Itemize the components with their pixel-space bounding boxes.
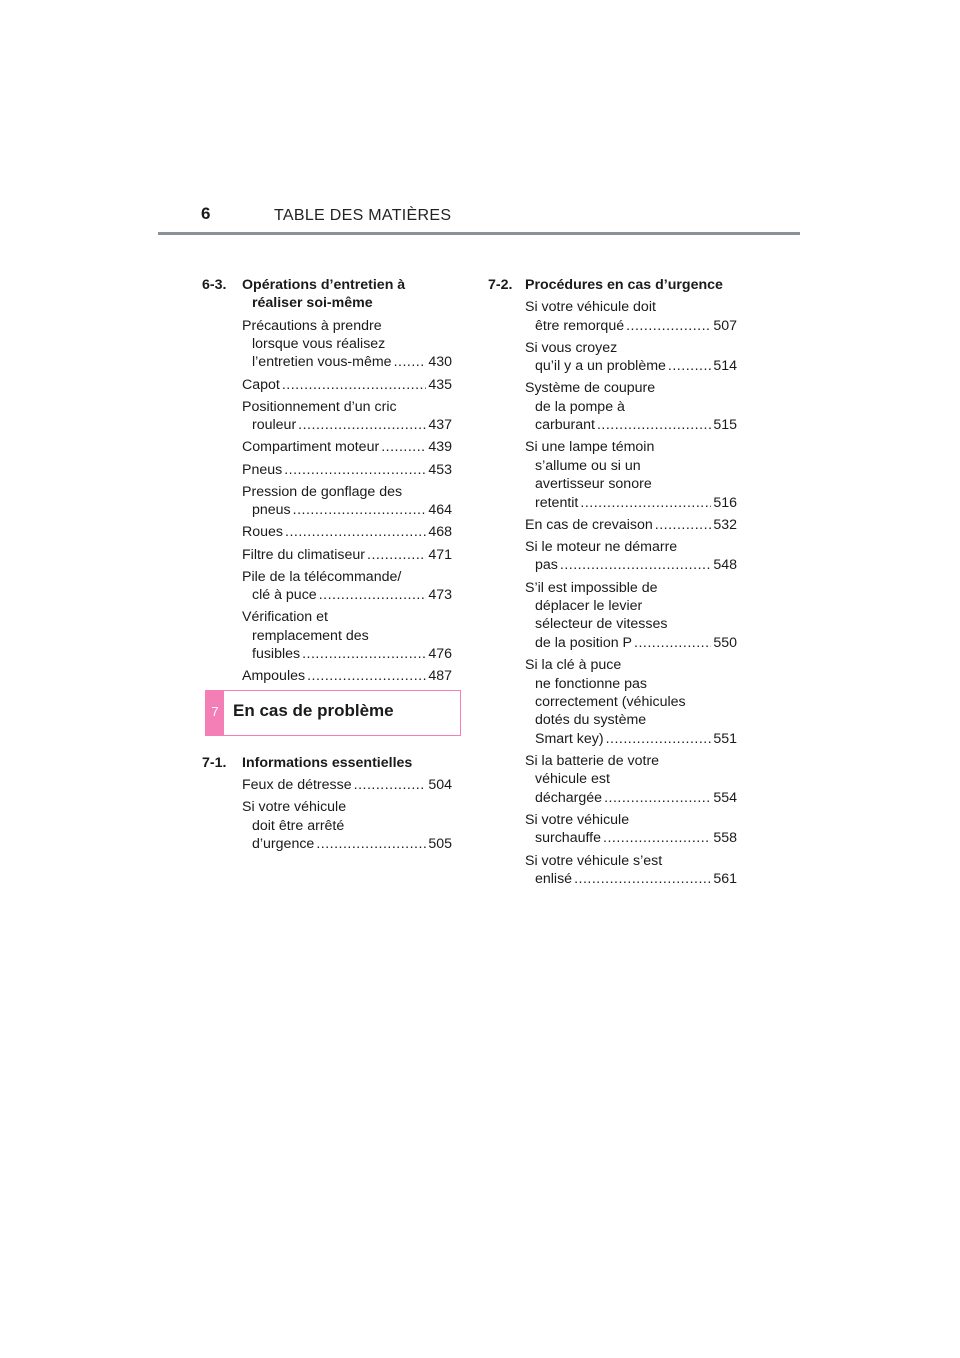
toc-right-column: [488, 276, 742, 888]
page-ref[interactable]: 514: [713, 358, 737, 375]
toc-entry-text: Filtre du climatiseur: [242, 546, 365, 563]
toc-entry[interactable]: [242, 376, 452, 394]
dot-leader: [298, 416, 426, 434]
toc-entry[interactable]: [525, 379, 737, 434]
section-title-line: Opérations d’entretien à: [242, 277, 406, 293]
toc-entry-text: Feux de détresse: [242, 777, 352, 794]
toc-entry-last-line: [525, 789, 737, 807]
page-ref[interactable]: 473: [428, 587, 452, 604]
toc-entry-text: qu’il y a un problème: [535, 358, 666, 375]
toc-entry-last-line: [525, 634, 737, 652]
toc-entry-line: s’allume ou si un: [535, 457, 641, 474]
page-ref[interactable]: 558: [713, 830, 737, 847]
page-ref[interactable]: 430: [428, 354, 452, 371]
toc-entry-line: correctement (véhicules: [535, 693, 686, 710]
toc-section-6-3: [202, 276, 460, 686]
toc-entry[interactable]: [242, 317, 452, 372]
toc-entry-text: clé à puce: [252, 587, 317, 604]
toc-entry-last-line: [242, 416, 452, 434]
section-title-line: Informations essentielles: [242, 755, 413, 771]
toc-entry-line: doit être arrêté: [252, 817, 345, 834]
toc-entry[interactable]: [525, 298, 737, 335]
page-ref[interactable]: 435: [428, 376, 452, 393]
header-rule: [158, 232, 800, 235]
toc-entry-line: Si votre véhicule: [242, 799, 347, 816]
dot-leader: [319, 586, 427, 604]
toc-entry-last-line: [525, 516, 737, 534]
toc-entry-text: pneus: [252, 502, 291, 519]
toc-entry-line: Si votre véhicule s’est: [525, 852, 663, 869]
toc-left-column: [202, 276, 460, 686]
page-ref[interactable]: 551: [713, 730, 737, 747]
dot-leader: [284, 461, 426, 479]
page-ref[interactable]: 515: [713, 417, 737, 434]
section-title-line: réaliser soi-même: [252, 295, 373, 312]
toc-entry-last-line: [242, 438, 452, 456]
toc-entry-line: véhicule est: [535, 771, 610, 788]
page-ref[interactable]: 516: [713, 494, 737, 511]
toc-entry-line: Vérification et: [242, 609, 328, 626]
dot-leader: [604, 789, 711, 807]
toc-entry[interactable]: [525, 339, 737, 376]
toc-entry[interactable]: [242, 523, 452, 541]
dot-leader: [668, 357, 711, 375]
page-header-title: TABLE DES MATIÈRES: [274, 207, 452, 224]
toc-entry-line: Si une lampe témoin: [525, 439, 655, 456]
page-ref[interactable]: 550: [713, 634, 737, 651]
page-ref[interactable]: 439: [428, 439, 452, 456]
toc-entry[interactable]: [242, 776, 452, 794]
toc-entry[interactable]: [242, 438, 452, 456]
toc-entry[interactable]: [242, 483, 452, 520]
dot-leader: [603, 829, 711, 847]
toc-entry-line: Pile de la télécommande/: [242, 568, 402, 585]
toc-entry-last-line: [525, 829, 737, 847]
page-ref[interactable]: 548: [713, 557, 737, 574]
toc-entry-line: Si votre véhicule doit: [525, 299, 656, 316]
toc-entry-text: retentit: [535, 494, 579, 511]
toc-entry-last-line: [242, 667, 452, 685]
chapter-tab-number: 7: [206, 691, 224, 735]
dot-leader: [394, 353, 427, 371]
toc-entry[interactable]: [525, 438, 737, 512]
toc-entry-text: Smart key): [535, 730, 604, 747]
toc-entry-last-line: [525, 870, 737, 888]
toc-entry[interactable]: [525, 538, 737, 575]
toc-entry-text: Pneus: [242, 461, 283, 478]
toc-entry-text: Capot: [242, 376, 280, 393]
toc-entry[interactable]: [525, 811, 737, 848]
section-number: 6-3.: [202, 277, 227, 293]
page-ref[interactable]: 505: [428, 836, 452, 853]
dot-leader: [307, 667, 426, 685]
toc-entry-last-line: [525, 416, 737, 434]
page-ref[interactable]: 464: [428, 502, 452, 519]
dot-leader: [606, 730, 712, 748]
page-ref[interactable]: 561: [713, 870, 737, 887]
toc-entry-text: enlisé: [535, 870, 573, 887]
page-ref[interactable]: 507: [713, 317, 737, 334]
toc-entry-last-line: [242, 523, 452, 541]
toc-entry-text: Compartiment moteur: [242, 439, 380, 456]
toc-entry-line: remplacement des: [252, 627, 369, 644]
dot-leader: [354, 776, 427, 794]
toc-entry-last-line: [242, 835, 452, 853]
dot-leader: [626, 317, 711, 335]
toc-entry[interactable]: [525, 752, 737, 807]
toc-entry-text: de la position P: [535, 634, 633, 651]
chapter-banner[interactable]: [205, 690, 461, 736]
chapter-title: En cas de problème: [233, 701, 394, 720]
toc-entry-text: rouleur: [252, 417, 297, 434]
page-ref[interactable]: 487: [428, 668, 452, 685]
toc-left-column-lower: [202, 754, 460, 854]
toc-entry-last-line: [242, 645, 452, 663]
section-heading: [202, 276, 460, 313]
dot-leader: [316, 835, 426, 853]
toc-entry-last-line: [242, 353, 452, 371]
toc-entry-text: En cas de crevaison: [525, 516, 653, 533]
page-ref[interactable]: 468: [428, 524, 452, 541]
page-ref[interactable]: 554: [713, 789, 737, 806]
page-ref[interactable]: 504: [428, 777, 452, 794]
toc-entry-line: Pression de gonflage des: [242, 483, 403, 500]
toc-entry[interactable]: [525, 656, 737, 748]
toc-section-7-2: [488, 276, 742, 888]
toc-entry-line: Si la clé à puce: [525, 657, 622, 674]
page-ref[interactable]: 471: [428, 546, 452, 563]
toc-entry-last-line: [525, 730, 737, 748]
toc-entry-last-line: [242, 461, 452, 479]
toc-entry-line: S’il est impossible de: [525, 579, 658, 596]
dot-leader: [293, 501, 427, 519]
toc-entry-text: surchauffe: [535, 830, 601, 847]
toc-entry-text: d’urgence: [252, 836, 315, 853]
section-heading: [488, 276, 742, 294]
toc-entry[interactable]: [242, 568, 452, 605]
page-ref[interactable]: 453: [428, 461, 452, 478]
section-number: 7-2.: [488, 277, 513, 293]
toc-entry[interactable]: [242, 667, 452, 685]
toc-entry-text: être remorqué: [535, 317, 625, 334]
toc-entry-line: Positionnement d’un cric: [242, 398, 397, 415]
toc-entry-line: sélecteur de vitesses: [535, 616, 668, 633]
toc-entry[interactable]: [242, 798, 452, 853]
dot-leader: [285, 523, 426, 541]
toc-entry[interactable]: [242, 546, 452, 564]
dot-leader: [574, 870, 711, 888]
toc-entry-text: carburant: [535, 417, 595, 434]
dot-leader: [302, 645, 426, 663]
toc-entry-line: Si le moteur ne démarre: [525, 539, 678, 556]
toc-entry-text: Ampoules: [242, 668, 306, 685]
toc-section-7-1: [202, 754, 460, 854]
toc-entry[interactable]: [525, 852, 737, 889]
toc-entry-line: Si vous croyez: [525, 339, 618, 356]
toc-entry-line: déplacer le levier: [535, 598, 643, 615]
toc-entry-text: déchargée: [535, 789, 603, 806]
section-heading: [202, 754, 460, 772]
toc-entry-line: Système de coupure: [525, 380, 656, 397]
toc-entry-last-line: [242, 776, 452, 794]
toc-entry-line: dotés du système: [535, 712, 647, 729]
dot-leader: [655, 516, 712, 534]
dot-leader: [367, 546, 426, 564]
toc-entry[interactable]: [525, 579, 737, 653]
toc-entry[interactable]: [525, 516, 737, 534]
toc-entry[interactable]: [242, 461, 452, 479]
toc-entry-line: Si la batterie de votre: [525, 752, 660, 769]
toc-entry-line: de la pompe à: [535, 398, 625, 415]
toc-entry-last-line: [525, 556, 737, 574]
toc-entry-line: lorsque vous réalisez: [252, 336, 386, 353]
toc-entry-last-line: [242, 376, 452, 394]
toc-entry-last-line: [242, 501, 452, 519]
section-title-line: Procédures en cas d’urgence: [525, 277, 723, 293]
toc-entry-text: pas: [535, 557, 558, 574]
toc-entry-last-line: [525, 494, 737, 512]
toc-entry-last-line: [242, 586, 452, 604]
section-number: 7-1.: [202, 755, 227, 771]
dot-leader: [580, 494, 711, 512]
toc-entry-last-line: [525, 317, 737, 335]
page-ref[interactable]: 532: [713, 516, 737, 533]
toc-entry-text: Roues: [242, 524, 284, 541]
page-number: 6: [201, 204, 211, 223]
dot-leader: [381, 438, 426, 456]
page-ref[interactable]: 476: [428, 646, 452, 663]
dot-leader: [560, 556, 711, 574]
toc-entry-line: Si votre véhicule: [525, 811, 630, 828]
toc-entry-text: l’entretien vous-même: [252, 354, 392, 371]
toc-entry[interactable]: [242, 398, 452, 435]
toc-entry-line: Précautions à prendre: [242, 317, 382, 334]
toc-entry-last-line: [525, 357, 737, 375]
toc-entry[interactable]: [242, 608, 452, 663]
toc-entry-line: avertisseur sonore: [535, 476, 652, 493]
dot-leader: [634, 634, 711, 652]
toc-entry-line: ne fonctionne pas: [535, 675, 648, 692]
toc-entry-last-line: [242, 546, 452, 564]
toc-entry-text: fusibles: [252, 646, 301, 663]
page-ref[interactable]: 437: [428, 417, 452, 434]
dot-leader: [597, 416, 711, 434]
dot-leader: [282, 376, 426, 394]
